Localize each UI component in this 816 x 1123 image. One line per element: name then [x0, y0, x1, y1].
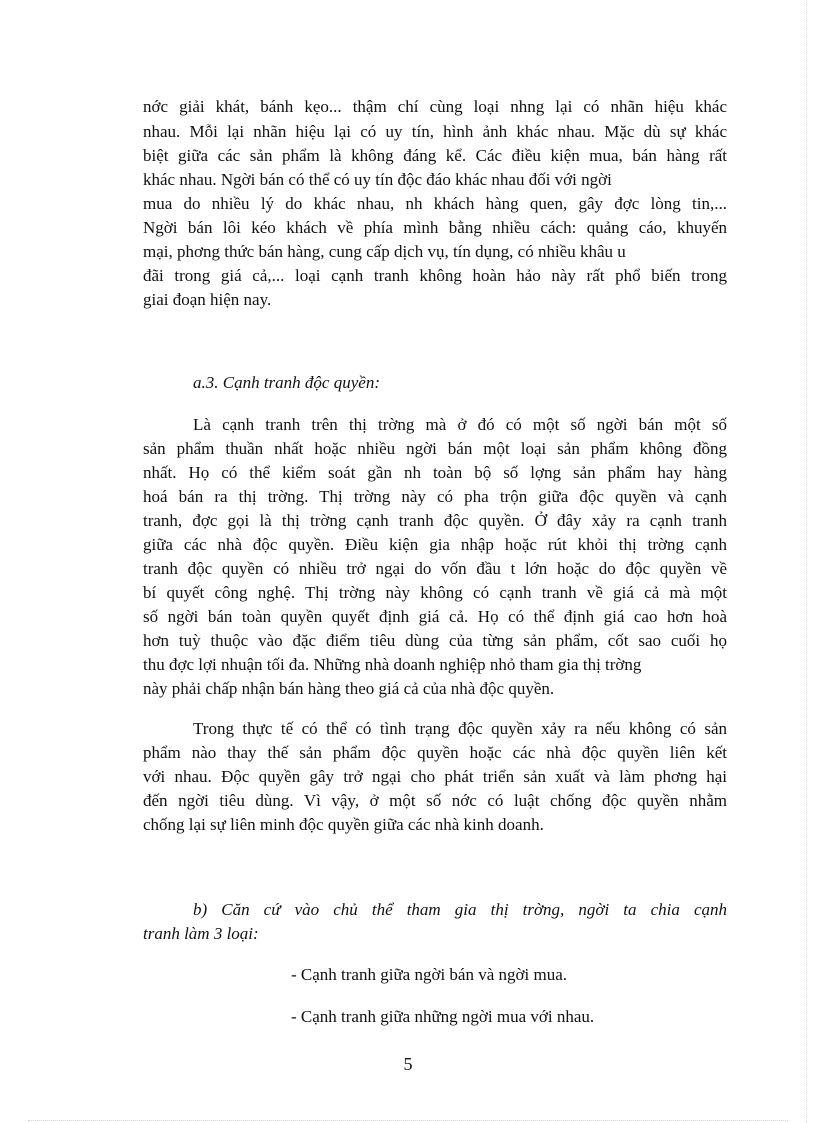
page-right-border [806, 0, 807, 1123]
text-line: mua do nhiều lý do khác nhau, nh khách hàng quen, gây đợc lòng tin,... [143, 194, 727, 213]
text-line: tranh làm 3 loại: [143, 924, 259, 943]
text-line: số ngời bán toàn quyền quyết định giá cả. Họ có thể định giá cao hơn hoà [143, 607, 727, 626]
text-line: phẩm nào thay thế sản phẩm độc quyền hoặc các nhà độc quyền liên kết [143, 743, 727, 762]
text-line: này phải chấp nhận bán hàng theo giá cả của nhà độc quyền. [143, 679, 555, 698]
text-line: nớc giải khát, bánh kẹo... thậm chí cùng loại nhng lại có nhãn hiệu khác [143, 97, 727, 116]
text-line: thu đợc lợi nhuận tối đa. Những nhà doanh nghiệp nhỏ tham gia thị trờng [143, 655, 642, 674]
text-line: Ngời bán lôi kéo khách về phía mình bằng nhiều cách: quảng cáo, khuyến [143, 218, 727, 237]
page-bottom-border [28, 1120, 788, 1121]
text-line: biệt giữa các sản phẩm là không đáng kể. Các điều kiện mua, bán hàng rất [143, 146, 727, 165]
text-line: b) Căn cứ vào chủ thể tham gia thị trờng, ngời ta chia cạnh [193, 900, 727, 919]
section-heading-a3: a.3. Cạnh tranh độc quyền: [193, 373, 380, 392]
text-line: nhau. Mỗi lại nhãn hiệu lại có uy tín, hình ảnh khác nhau. Mặc dù sự khác [143, 122, 727, 141]
text-line: hơn tuỳ thuộc vào đặc điểm tiêu dùng của từng sản phẩm, cốt sao cuối họ [143, 631, 727, 650]
text-line: giữa các nhà độc quyền. Điều kiện gia nhập hoặc rút khỏi thị trờng cạnh [143, 535, 727, 554]
text-line: chống lại sự liên minh độc quyền giữa các nhà kinh doanh. [143, 815, 544, 834]
text-line: tranh độc quyền có nhiều trở ngại do vốn đầu t lớn hoặc do độc quyền về [143, 559, 727, 578]
text-line: đến ngời tiêu dùng. Vì vậy, ở một số nớc có luật chống độc quyền nhằm [143, 791, 727, 810]
page-number: 5 [403, 1054, 413, 1074]
text-line: mại, phơng thức bán hàng, cung cấp dịch vụ, tín dụng, có nhiều khâu u [143, 242, 626, 261]
text-line: khác nhau. Ngời bán có thể có uy tín độc đáo khác nhau đối với ngời [143, 170, 612, 189]
text-line: giai đoạn hiện nay. [143, 290, 272, 309]
text-line: sản phẩm thuần nhất hoặc nhiều ngời bán một loại sản phẩm không đồng [143, 439, 727, 458]
text-line: tranh, đợc gọi là thị trờng cạnh tranh độc quyền. Ở đây xảy ra cạnh tranh [143, 511, 727, 530]
text-line: Là cạnh tranh trên thị trờng mà ở đó có một số ngời bán một số [193, 415, 727, 434]
text-line: hoá bán ra thị trờng. Thị trờng này có pha trộn giữa độc quyền và cạnh [143, 487, 727, 506]
text-line: nhất. Họ có thể kiểm soát gần nh toàn bộ số lợng sản phẩm hay hàng [143, 463, 727, 482]
text-line: bí quyết công nghệ. Thị trờng này không có cạnh tranh về giá cả mà một [143, 583, 727, 602]
text-line: với nhau. Độc quyền gây trở ngại cho phát triển sản xuất và làm phơng hại [143, 767, 727, 786]
list-item: - Cạnh tranh giữa những ngời mua với nhau. [291, 1007, 595, 1026]
list-item: - Cạnh tranh giữa ngời bán và ngời mua. [291, 965, 567, 984]
text-line: Trong thực tế có thể có tình trạng độc quyền xảy ra nếu không có sản [193, 719, 727, 738]
text-line: đãi trong giá cả,... loại cạnh tranh không hoàn hảo này rất phổ biến trong [143, 266, 727, 285]
